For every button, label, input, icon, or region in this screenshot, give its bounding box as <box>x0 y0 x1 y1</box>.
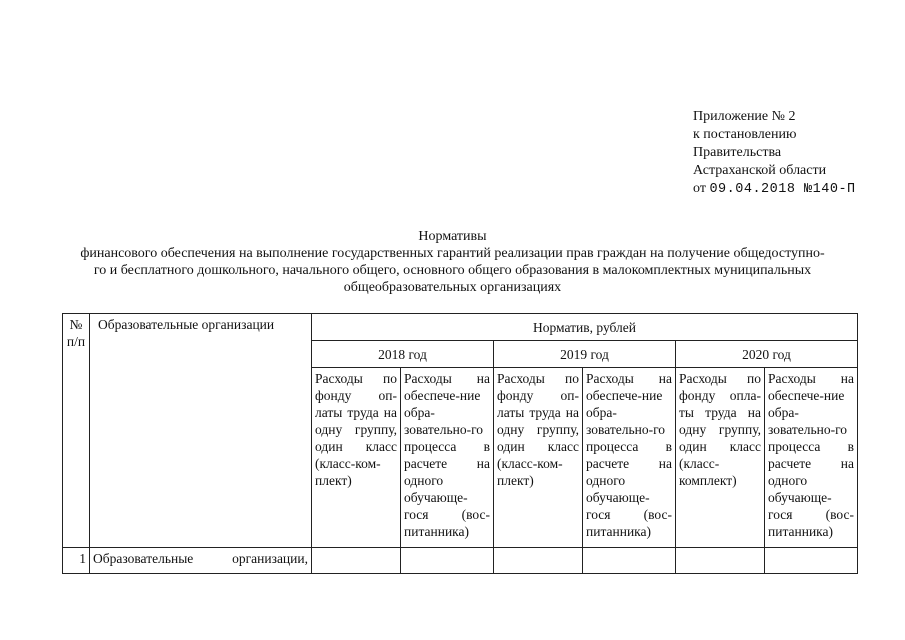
header-norm: Норматив, рублей <box>312 314 858 341</box>
header-org: Образовательные организации <box>90 314 312 548</box>
title-line-3: общеобразовательных организациях <box>343 280 562 295</box>
appendix-line-3: Правительства <box>693 145 782 160</box>
appendix-date-number: 09.04.2018 №140-П <box>709 182 856 197</box>
subheader-fot-2018: Расходы по фонду оп-латы труда на одну группу, один класс (класс-ком-плект) <box>312 368 401 548</box>
header-year-2018: 2018 год <box>312 341 494 368</box>
appendix-header <box>693 108 856 199</box>
row-cell <box>401 548 494 574</box>
row-cell <box>676 548 765 574</box>
header-num: № п/п <box>63 314 90 548</box>
appendix-date-prefix: от <box>693 181 706 196</box>
appendix-line-5 <box>693 180 856 199</box>
document-title <box>40 228 865 296</box>
row-org: Образовательные организации, <box>90 548 312 574</box>
appendix-line-4: Астраханской области <box>693 163 827 178</box>
title-line-2: го и бесплатного дошкольного, начального общего, основного общего образования в малокомплектных муниципальных <box>93 263 812 278</box>
table-row <box>63 548 858 574</box>
header-year-2020: 2020 год <box>676 341 858 368</box>
row-cell <box>494 548 583 574</box>
subheader-edu-2020: Расходы на обеспече-ние обра-зовательно-го процесса в расчете на одного обучающе-гося (вос-питанника) <box>765 368 858 548</box>
subheader-edu-2019: Расходы на обеспече-ние обра-зовательно-го процесса в расчете на одного обучающе-гося (вос-питанника) <box>583 368 676 548</box>
row-num: 1 <box>63 548 90 574</box>
header-year-2019: 2019 год <box>494 341 676 368</box>
row-cell <box>765 548 858 574</box>
subheader-edu-2018: Расходы на обеспече-ние обра-зовательно-го процесса в расчете на одного обучающе-гося (вос-питанника) <box>401 368 494 548</box>
appendix-line-1: Приложение № 2 <box>693 109 796 124</box>
title-main: Нормативы <box>418 229 487 244</box>
row-cell <box>583 548 676 574</box>
subheader-fot-2019: Расходы по фонду оп-латы труда на одну группу, один класс (класс-ком-плект) <box>494 368 583 548</box>
appendix-line-2: к постановлению <box>693 127 797 142</box>
norms-table <box>62 313 858 574</box>
row-cell <box>312 548 401 574</box>
subheader-fot-2020: Расходы по фонду опла-ты труда на одну группу, один класс (класс-комплект) <box>676 368 765 548</box>
title-line-1: финансового обеспечения на выполнение государственных гарантий реализации прав граждан на получение общедоступно- <box>80 246 825 261</box>
